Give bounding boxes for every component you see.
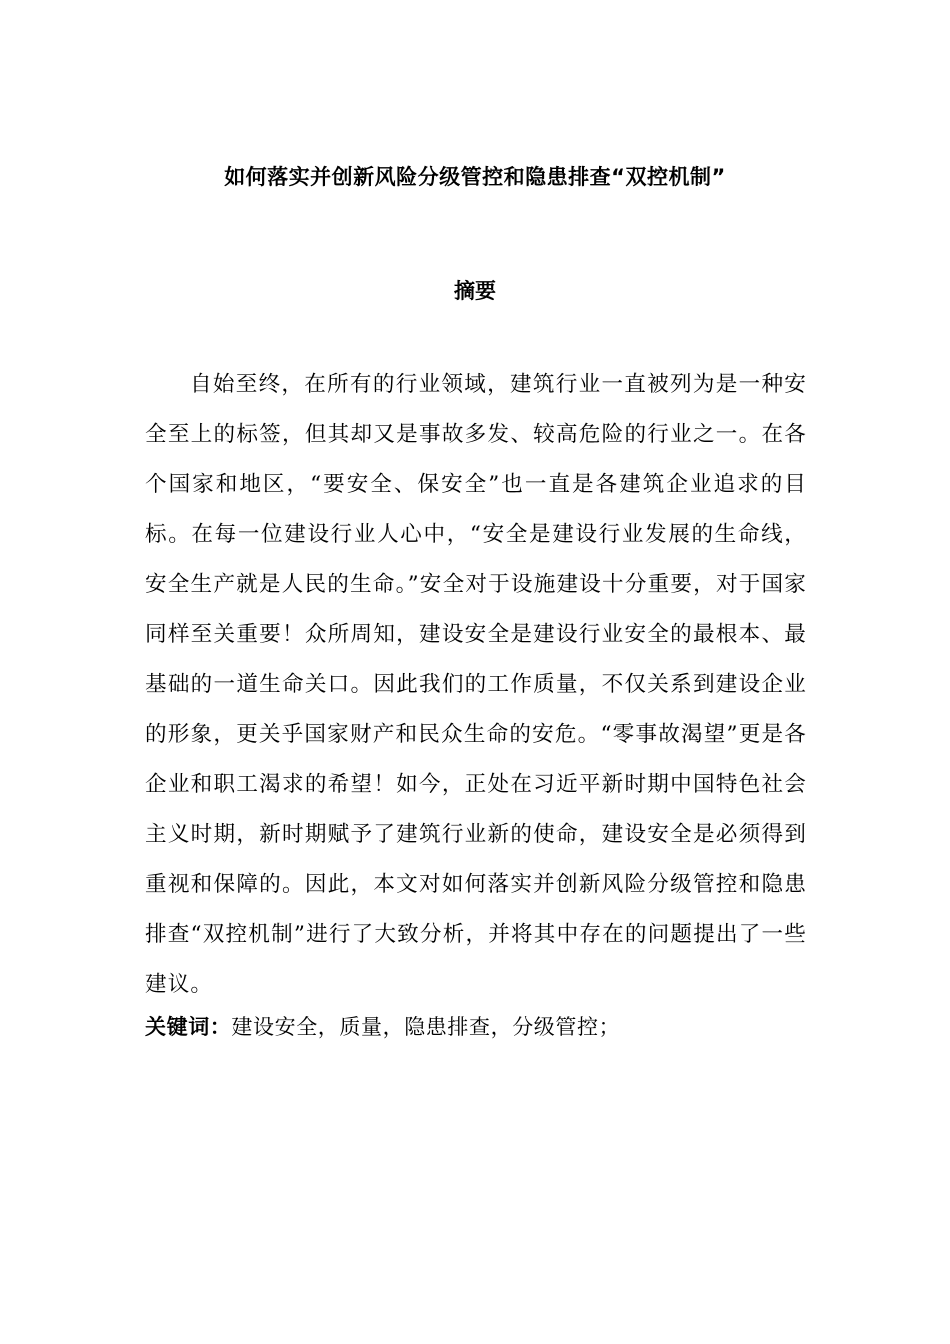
abstract-paragraph: 自始至终，在所有的行业领域，建筑行业一直被列为是一种安全至上的标签，但其却又是事故多发、较高危险的行业之一。在各个国家和地区，“要安全、保安全”也一直是各建筑企业追求的目标。在每一位建设行业人心中，“安全是建设行业发展的生命线，安全生产就是人民的生命。”安全对于设施建设十分重要，对于国家同样至关重要！众所周知，建设安全是建设行业安全的最根本、最基础的一道生命关口。因此我们的工作质量，不仅关系到建设企业的形象，更关乎国家财产和民众生命的安危。“零事故渴望”更是各企业和职工渴求的希望！如今，正处在习近平新时期中国特色社会主义时期，新时期赋予了建筑行业新的使命，建设安全是必须得到重视和保障的。因此，本文对如何落实并创新风险分级管控和隐患排查“双控机制”进行了大致分析，并将其中存在的问题提出了一些建议。 (145, 372, 807, 997)
keywords-label: 关键词： (145, 1015, 232, 1039)
keywords-value: 建设安全，质量，隐患排查，分级管控； (231, 1015, 621, 1039)
document-title: 如何落实并创新风险分级管控和隐患排查“双控机制” (224, 165, 726, 189)
keywords-line (145, 1007, 807, 1047)
abstract-heading: 摘要 (454, 279, 496, 303)
